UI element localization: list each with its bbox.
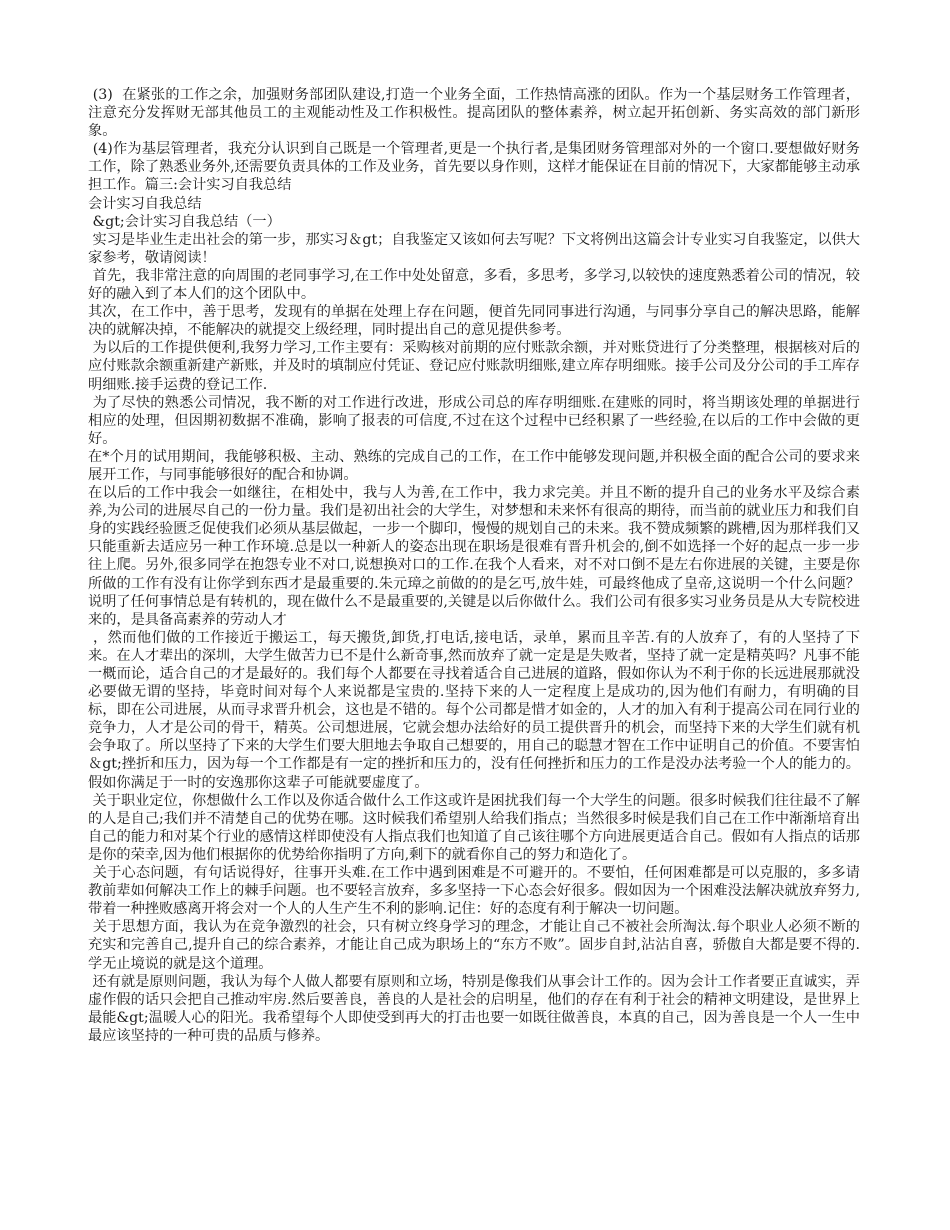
paragraph: (4)作为基层管理者，我充分认识到自己既是一个管理者,更是一个执行者,是集团财务管理部对外的一个窗口.要想做好财务工作，除了熟悉业务外,还需要负责具体的工作及业务，首先要以身作则，这样才能保证在目前的情况下，大家都能够主动承担工作。篇三:会计实习自我总结 [88, 141, 860, 194]
paragraph: (3) 在紧张的工作之余，加强财务部团队建设,打造一个业务全面，工作热情高涨的团队。作为一个基层财务工作管理者，注意充分发挥财无部其他员工的主观能动性及工作积极性。提高团队的整体素养，树立起开拓创新、务实高效的部门新形象。 [88, 87, 860, 140]
paragraph: &gt;会计实习自我总结（一） [88, 213, 281, 230]
paragraph: 为了尽快的熟悉公司情况，我不断的对工作进行改进，形成公司总的库存明细账.在建账的同时，将当期该处理的单据进行相应的处理，但因期初数据不准确，影响了报表的可信度,不过在这个过程中已经积累了一些经验,在以后的工作中会做的更好。 [88, 394, 860, 447]
document-body [88, 86, 860, 1045]
paragraph: ，然而他们做的工作接近于搬运工，每天搬货,卸货,打电话,接电话，录单，累而且辛苦.有的人放弃了，有的人坚持了下来。在人才辈出的深圳，大学生做苦力已不是什么新奇事,然而放弃了就一定是是失败者，坚持了就一定是精英吗？凡事不能一概而论，适合自己的才是最好的。我们每个人都要在寻找着适合自己进展的道路，假如你认为不利于你的长远进展那就没必要做无谓的坚持，毕竟时间对每个人来说都是宝贵的.坚持下来的人一定程度上是成功的,因为他们有耐力，有明确的目标，即在公司进展，从而寻求晋升机会，这也是不错的。每个公司都是惜才如金的，人才的加入有利于提高公司在同行业的竞争力，人才是公司的骨干，精英。公司想进展，它就会想办法给好的员工提供晋升的机会，而坚持下来的大学生们就有机会争取了。所以坚持了下来的大学生们要大胆地去争取自己想要的，用自己的聪慧才智在工作中证明自己的价值。不要害怕＆gt;挫折和压力，因为每一个工作都是有一定的挫折和压力的，没有任何挫折和压力的工作是没办法考验一个人的能力的。假如你满足于一时的安逸那你这辈子可能就要虚度了。 [88, 629, 860, 791]
paragraph: 其次，在工作中，善于思考，发现有的单据在处理上存在问题，便首先同同事进行沟通，与同事分享自己的解决思路，能解决的就解决掉，不能解决的就提交上级经理，同时提出自己的意见提供参考。 [88, 304, 860, 339]
paragraph: 为以后的工作提供便利,我努力学习,工作主要有：采购核对前期的应付账款余额，并对账贷进行了分类整理，根据核对后的应付账款余额重新建产新账，并及时的填制应付凭证、登记应付账款明细账,建立库存明细账。接手公司及分公司的手工库存明细账.接手运费的登记工作. [88, 340, 860, 393]
paragraph: 关于职业定位，你想做什么工作以及你适合做什么工作这或许是困扰我们每一个大学生的问题。很多时候我们往往最不了解的人是自己;我们并不清楚自己的优势在哪。这时候我们希望别人给我们指点；当然很多时候是我们自己在工作中渐渐培育出自己的能力和对某个行业的感情这样即使没有人指点我们也知道了自己该往哪个方向进展更适合自己。假如有人指点的话那是你的荣幸,因为他们根据你的优势给你指明了方向,剩下的就看你自己的努力和造化了。 [88, 792, 860, 863]
paragraph: 实习是毕业生走出社会的第一步，那实习＆gt；自我鉴定又该如何去写呢？下文将例出这篇会计专业实习自我鉴定，以供大家参考，敬请阅读！ [88, 231, 860, 266]
paragraph: 关于思想方面，我认为在竞争激烈的社会，只有树立终身学习的理念，才能让自己不被社会所淘汰.每个职业人必须不断的充实和完善自己,提升自己的综合素养，才能让自己成为职场上的“东方不败”。固步自封,沾沾自喜，骄傲自大都是要不得的.学无止境说的就是这个道理。 [88, 919, 860, 972]
paragraph: 会计实习自我总结 [88, 195, 202, 212]
paragraph: 还有就是原则问题，我认为每个人做人都要有原则和立场，特别是像我们从事会计工作的。因为会计工作者要正直诚实，弄虚作假的话只会把自己推动牢房.然后要善良，善良的人是社会的启明星，他们的存在有利于社会的精神文明建设，是世界上最能&gt;温暖人心的阳光。我希望每个人即使受到再大的打击也要一如既往做善良，本真的自己，因为善良是一个人一生中最应该坚持的一种可贵的品质与修养。 [88, 973, 860, 1044]
paragraph: 在以后的工作中我会一如继往，在相处中，我与人为善,在工作中，我力求完美。并且不断的提升自己的业务水平及综合素养,为公司的进展尽自己的一份力量。我们是初出社会的大学生，对梦想和未来怀有很高的期待，而当前的就业压力和我们自身的实践经验匮乏促使我们必须从基层做起，一步一个脚印，慢慢的规划自己的未来。我不赞成频繁的跳槽,因为那样我们又只能重新去适应另一种工作环境.总是以一种新人的姿态出现在职场是很难有晋升机会的,倒不如选择一个好的起点一步一步往上爬。另外,很多同学在抱怨专业不对口,说想换对口的工作.在我个人看来，对不对口倒不是左右你进展的关键，主要是你所做的工作有没有让你学到东西才是最重要的.朱元璋之前做的的是乞丐,放牛娃，可最终他成了皇帝,这说明一个什么问题？说明了任何事情总是有转机的，现在做什么不是最重要的,关键是以后你做什么。我们公司有很多实习业务员是从大专院校进来的，是具备高素养的劳动人才 [88, 485, 860, 628]
paragraph: 关于心态问题，有句话说得好，往事开头难.在工作中遇到困难是不可避开的。不要怕，任何困难都是可以克服的，多多请教前辈如何解决工作上的棘手问题。也不要轻言放弃，多多坚持一下心态会好很多。假如因为一个困难没法解决就放弃努力,带着一种挫败感离开将会对一个人的人生产生不利的影响.记住：好的态度有利于解决一切问题。 [88, 865, 860, 918]
paragraph: 首先，我非常注意的向周围的老同事学习,在工作中处处留意，多看，多思考，多学习,以较快的速度熟悉着公司的情况，较好的融入到了本人们的这个团队中。 [88, 267, 860, 303]
paragraph: 在*个月的试用期间，我能够积极、主动、熟练的完成自己的工作，在工作中能够发现问题,并积极全面的配合公司的要求来展开工作，与同事能够很好的配合和协调。 [88, 448, 860, 483]
